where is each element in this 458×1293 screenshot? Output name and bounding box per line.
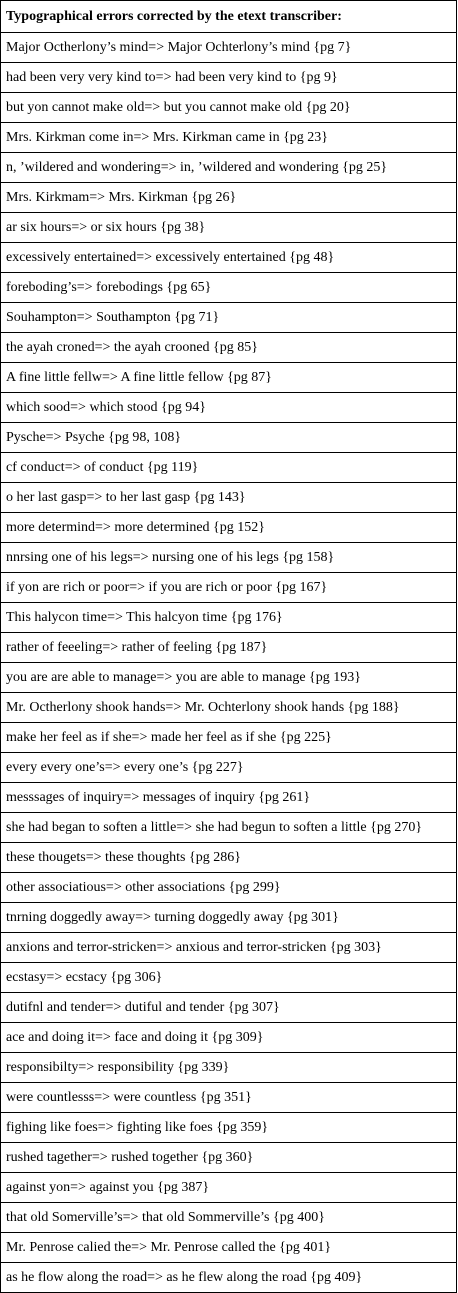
errata-entry: more determind=> more determined {pg 152} bbox=[1, 513, 457, 543]
errata-row bbox=[1, 693, 457, 723]
errata-entry: rather of feeeling=> rather of feeling {pg 187} bbox=[1, 633, 457, 663]
errata-entry: ace and doing it=> face and doing it {pg 309} bbox=[1, 1023, 457, 1053]
errata-row bbox=[1, 363, 457, 393]
errata-row bbox=[1, 993, 457, 1023]
errata-row bbox=[1, 963, 457, 993]
errata-row bbox=[1, 1053, 457, 1083]
errata-entry: every every one’s=> every one’s {pg 227} bbox=[1, 753, 457, 783]
errata-entry: rushed tagether=> rushed together {pg 360} bbox=[1, 1143, 457, 1173]
errata-row bbox=[1, 1203, 457, 1233]
errata-row bbox=[1, 933, 457, 963]
errata-entry: Major Octherlony’s mind=> Major Ochterlony’s mind {pg 7} bbox=[1, 33, 457, 63]
errata-row bbox=[1, 1083, 457, 1113]
errata-entry: nnrsing one of his legs=> nursing one of his legs {pg 158} bbox=[1, 543, 457, 573]
errata-table-body bbox=[1, 1, 457, 1293]
errata-entry: Mrs. Kirkman come in=> Mrs. Kirkman came in {pg 23} bbox=[1, 123, 457, 153]
errata-entry: n, ’wildered and wondering=> in, ’wildered and wondering {pg 25} bbox=[1, 153, 457, 183]
errata-row bbox=[1, 33, 457, 63]
errata-row bbox=[1, 513, 457, 543]
errata-row bbox=[1, 483, 457, 513]
errata-entry: o her last gasp=> to her last gasp {pg 143} bbox=[1, 483, 457, 513]
errata-entry: Pysche=> Psyche {pg 98, 108} bbox=[1, 423, 457, 453]
errata-row bbox=[1, 213, 457, 243]
errata-row bbox=[1, 1233, 457, 1263]
errata-entry: which sood=> which stood {pg 94} bbox=[1, 393, 457, 423]
errata-entry: dutifnl and tender=> dutiful and tender {pg 307} bbox=[1, 993, 457, 1023]
errata-entry: that old Somerville’s=> that old Sommerville’s {pg 400} bbox=[1, 1203, 457, 1233]
errata-row bbox=[1, 183, 457, 213]
errata-entry: cf conduct=> of conduct {pg 119} bbox=[1, 453, 457, 483]
errata-entry: the ayah croned=> the ayah crooned {pg 85} bbox=[1, 333, 457, 363]
errata-entry: if yon are rich or poor=> if you are rich or poor {pg 167} bbox=[1, 573, 457, 603]
errata-row bbox=[1, 723, 457, 753]
errata-entry: anxions and terror-stricken=> anxious and terror-stricken {pg 303} bbox=[1, 933, 457, 963]
errata-heading: Typographical errors corrected by the etext transcriber: bbox=[1, 1, 457, 33]
errata-entry: foreboding’s=> forebodings {pg 65} bbox=[1, 273, 457, 303]
errata-entry: were countlesss=> were countless {pg 351} bbox=[1, 1083, 457, 1113]
errata-entry: but yon cannot make old=> but you cannot make old {pg 20} bbox=[1, 93, 457, 123]
errata-entry: had been very very kind to=> had been very kind to {pg 9} bbox=[1, 63, 457, 93]
errata-row bbox=[1, 393, 457, 423]
errata-row bbox=[1, 273, 457, 303]
errata-row bbox=[1, 543, 457, 573]
errata-row bbox=[1, 633, 457, 663]
errata-entry: as he flow along the road=> as he flew along the road {pg 409} bbox=[1, 1263, 457, 1293]
errata-entry: fighing like foes=> fighting like foes {pg 359} bbox=[1, 1113, 457, 1143]
errata-row bbox=[1, 1023, 457, 1053]
errata-entry: ecstasy=> ecstacy {pg 306} bbox=[1, 963, 457, 993]
errata-row bbox=[1, 813, 457, 843]
errata-row bbox=[1, 1173, 457, 1203]
errata-row bbox=[1, 603, 457, 633]
errata-entry: This halycon time=> This halcyon time {pg 176} bbox=[1, 603, 457, 633]
errata-entry: Mr. Octherlony shook hands=> Mr. Ochterlony shook hands {pg 188} bbox=[1, 693, 457, 723]
errata-row bbox=[1, 753, 457, 783]
errata-entry: ar six hours=> or six hours {pg 38} bbox=[1, 213, 457, 243]
errata-row bbox=[1, 663, 457, 693]
errata-entry: messsages of inquiry=> messages of inquiry {pg 261} bbox=[1, 783, 457, 813]
errata-entry: make her feel as if she=> made her feel as if she {pg 225} bbox=[1, 723, 457, 753]
errata-entry: responsibilty=> responsibility {pg 339} bbox=[1, 1053, 457, 1083]
errata-row bbox=[1, 243, 457, 273]
errata-row bbox=[1, 453, 457, 483]
errata-entry: Mr. Penrose calied the=> Mr. Penrose called the {pg 401} bbox=[1, 1233, 457, 1263]
errata-entry: other associatious=> other associations {pg 299} bbox=[1, 873, 457, 903]
errata-row bbox=[1, 783, 457, 813]
errata-row bbox=[1, 903, 457, 933]
errata-row bbox=[1, 873, 457, 903]
errata-row bbox=[1, 303, 457, 333]
errata-row bbox=[1, 423, 457, 453]
errata-entry: Souhampton=> Southampton {pg 71} bbox=[1, 303, 457, 333]
errata-row bbox=[1, 1263, 457, 1293]
errata-row bbox=[1, 573, 457, 603]
errata-entry: she had began to soften a little=> she had begun to soften a little {pg 270} bbox=[1, 813, 457, 843]
errata-entry: excessively entertained=> excessively entertained {pg 48} bbox=[1, 243, 457, 273]
errata-row bbox=[1, 123, 457, 153]
errata-entry: these thougets=> these thoughts {pg 286} bbox=[1, 843, 457, 873]
errata-row bbox=[1, 63, 457, 93]
errata-header-row bbox=[1, 1, 457, 33]
errata-row bbox=[1, 333, 457, 363]
errata-row bbox=[1, 1143, 457, 1173]
errata-row bbox=[1, 153, 457, 183]
errata-entry: A fine little fellw=> A fine little fellow {pg 87} bbox=[1, 363, 457, 393]
errata-entry: Mrs. Kirkmam=> Mrs. Kirkman {pg 26} bbox=[1, 183, 457, 213]
errata-entry: you are are able to manage=> you are able to manage {pg 193} bbox=[1, 663, 457, 693]
errata-row bbox=[1, 93, 457, 123]
errata-row bbox=[1, 1113, 457, 1143]
errata-entry: tnrning doggedly away=> turning doggedly away {pg 301} bbox=[1, 903, 457, 933]
errata-entry: against yon=> against you {pg 387} bbox=[1, 1173, 457, 1203]
errata-row bbox=[1, 843, 457, 873]
